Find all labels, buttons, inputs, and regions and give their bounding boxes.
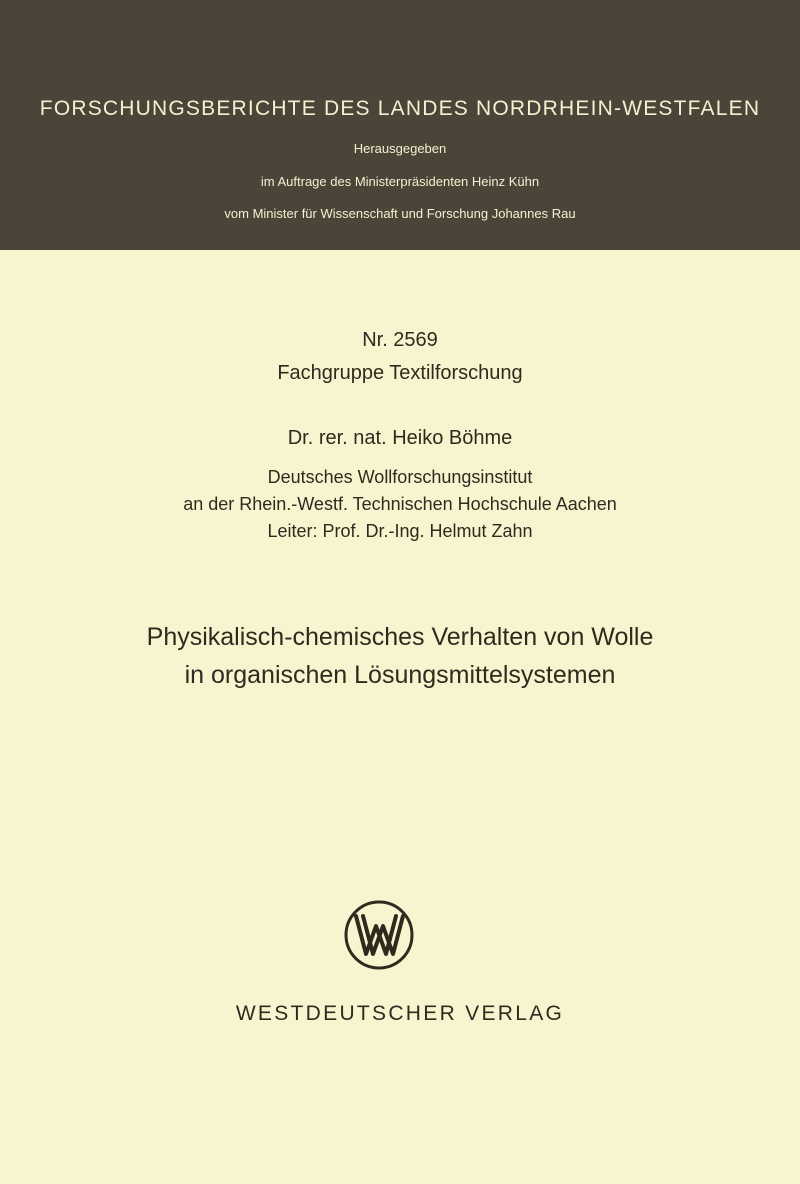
book-title-line-1: Physikalisch-chemisches Verhalten von Wolle — [146, 623, 654, 651]
publisher-note-line-3: vom Minister für Wissenschaft und Forschung Johannes Rau — [224, 206, 576, 221]
publisher-note-line-2: im Auftrage des Ministerpräsidenten Heinz Kühn — [260, 174, 540, 189]
affiliation-line-2: an der Rhein.-Westf. Technischen Hochschule Aachen — [183, 494, 617, 514]
ww-monogram-icon — [343, 899, 415, 971]
author-name: Dr. rer. nat. Heiko Böhme — [287, 427, 513, 449]
publisher-name: WESTDEUTSCHER VERLAG — [235, 1002, 565, 1025]
affiliation-line-1: Deutsches Wollforschungsinstitut — [267, 467, 533, 487]
book-title-line-2: in organischen Lösungsmittelsystemen — [184, 661, 616, 689]
report-number: Nr. 2569 — [362, 329, 438, 351]
series-title: FORSCHUNGSBERICHTE DES LANDES NORDRHEIN-WESTFALEN — [39, 97, 761, 120]
series-banner — [0, 0, 800, 250]
publisher-note-line-1: Herausgegeben — [353, 141, 447, 156]
report-group: Fachgruppe Textilforschung — [277, 362, 523, 384]
affiliation-line-3: Leiter: Prof. Dr.-Ing. Helmut Zahn — [267, 521, 533, 541]
